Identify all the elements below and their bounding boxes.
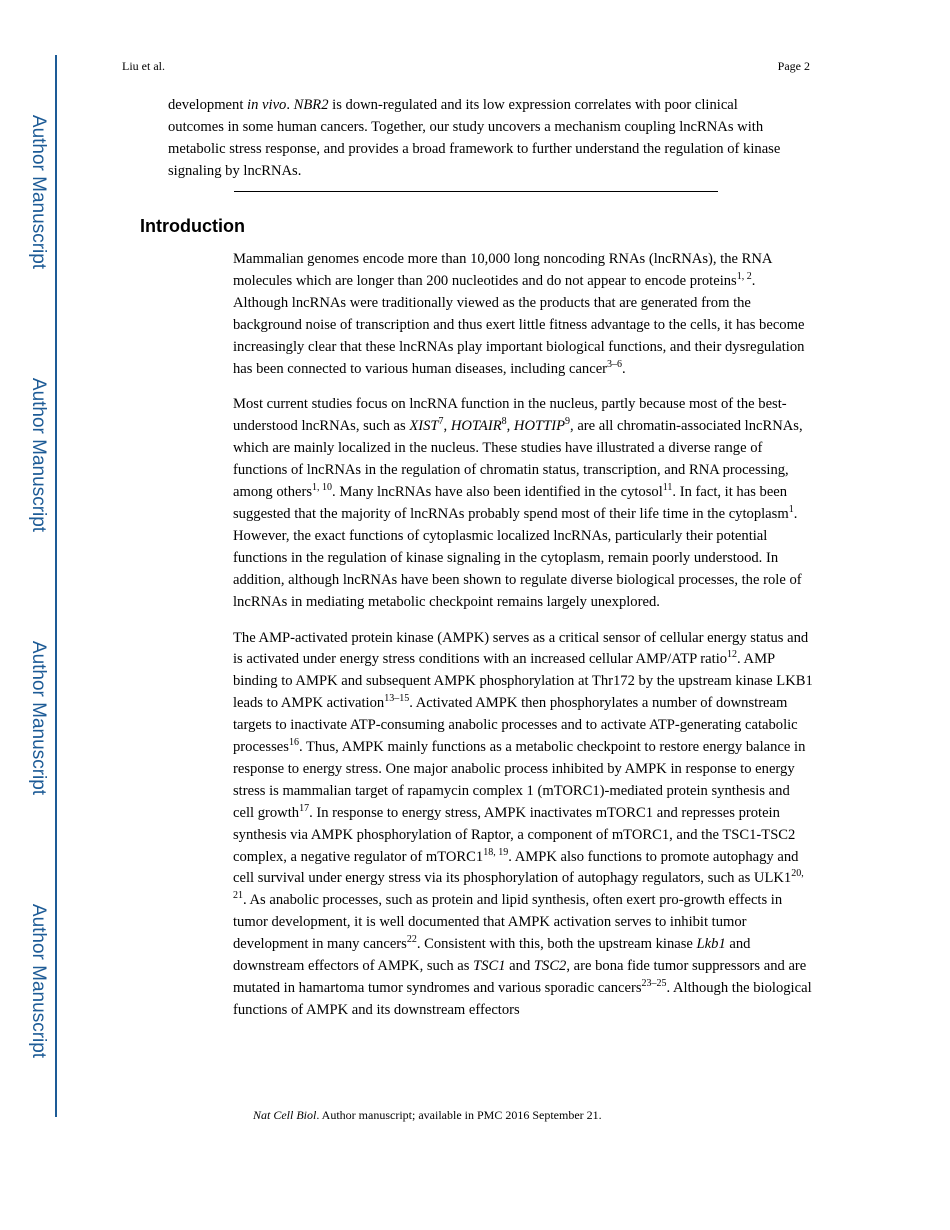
- citation[interactable]: 1: [788, 503, 794, 515]
- citation[interactable]: 12: [727, 649, 738, 661]
- citation[interactable]: 7: [438, 416, 444, 428]
- gene-name: XIST: [409, 418, 439, 435]
- abstract-paragraph: development in vivo. NBR2 is down-regulated and its low expression correlates with poor clinical outcomes in some human cancers. Together, our study uncovers a mechanism coupling lncRNAs with metabolic stress response, and provides a broad framework to further understand the regulation of kinase signaling by lncRNAs.: [168, 97, 781, 179]
- paragraph-3: The AMP-activated protein kinase (AMPK) serves as a critical sensor of cellular energy status and is activated under energy stress conditions with an increased cellular AMP/ATP ratio$^{12}$. AMP binding to AMPK and subsequent AMPK phosphorylation at Thr172 by the upstream kinase LKB1 leads to AMPK activation$^{13-15}$. Activated AMPK then phosphorylates a number of downstream targets to inactivate ATP-consuming anabolic processes and to activate ATP-generating catabolic processes$^{16}$. Thus, AMPK mainly functions as a metabolic checkpoint to restore energy balance in response to energy stress. One major anabolic process inhibited by AMPK in response to energy stress is mammalian target of rapamycin complex 1 (mTORC1)-mediated protein synthesis and cell growth$^{17}$. In response to energy stress, AMPK inactivates mTORC1 and represses protein synthesis via AMPK phosphorylation of Raptor, a component of mTORC1, and the TSC1-TSC2 complex, a negative regulator of mTORC1$^{18, 19}$. AMPK also functions to promote autophagy and cell survival under energy stress via its phosphorylation of autophagy regulators, such as ULK1$^{20, 21}$. As anabolic processes, such as protein and lipid synthesis, often exert pro-growth effects in tumor development, it is well documented that AMPK activation serves to inhibit tumor development in many cancers$^{22}$. Consistent with this, both the upstream kinase Lkb1 and downstream effectors of AMPK, such as TSC1 and TSC2, are bona fide tumor suppressors and are mutated in hamartoma tumor syndromes and various sporadic cancers$^{23-25}$. Although the biological functions of AMPK and its downstream effectors: [233, 629, 813, 1018]
- citation[interactable]: 1, 2: [736, 270, 752, 282]
- citation[interactable]: 13–15: [384, 693, 410, 705]
- citation[interactable]: 18, 19: [483, 846, 509, 858]
- citation[interactable]: 16: [288, 737, 299, 749]
- citation[interactable]: 22: [406, 934, 417, 946]
- running-header-author: Liu et al.: [122, 59, 165, 73]
- citation[interactable]: 20, 21: [233, 868, 804, 902]
- citation[interactable]: 17: [299, 802, 310, 814]
- paragraph-2: Most current studies focus on lncRNA function in the nucleus, partly because most of the best-understood lncRNAs, such as XIST$^7$, HOTAIR$^8$, HOTTIP$^9$, are all chromatin-associated lncRNAs, which are mainly localized in the nucleus. These studies have illustrated a diverse range of functions of lncRNAs in the regulation of chromatin status, transcription, and RNA processing, among others$^{1, 10}$. Many lncRNAs have also been identified in the cytosol$^{11}$. In fact, it has been suggested that the majority of lncRNAs probably spend most of their life time in the cytoplasm$^1$. However, the exact functions of cytoplasmic localized lncRNAs, particularly their potential functions in the regulation of kinase signaling in the cytoplasm, remain poorly understood. In addition, although lncRNAs have been shown to regulate diverse biological processes, the role of lncRNAs in mediating metabolic checkpoint remains largely unexplored.: [233, 396, 803, 610]
- citation[interactable]: 8: [501, 416, 507, 428]
- gene-name: HOTTIP: [513, 418, 566, 435]
- introduction-body: [233, 249, 813, 1022]
- gene-name: HOTAIR: [450, 418, 502, 435]
- footer-citation: Nat Cell Biol. Author manuscript; available in PMC 2016 September 21.: [253, 1108, 602, 1122]
- paragraph-1: Mammalian genomes encode more than 10,000 long noncoding RNAs (lncRNAs), the RNA molecules which are longer than 200 nucleotides and do not appear to encode proteins$^{1, 2}$. Although lncRNAs were traditionally viewed as the products that are generated from the background noise of transcription and thus exert little fitness advantage to the cells, it has become increasingly clear that these lncRNAs play important biological functions, and their dysregulation has been connected to various human diseases, including cancer$^{3-6}$.: [233, 251, 805, 377]
- gene-name: Lkb1: [696, 936, 726, 953]
- journal-name: Nat Cell Biol: [253, 1108, 317, 1122]
- citation[interactable]: 11: [662, 482, 673, 494]
- citation[interactable]: 23–25: [641, 978, 667, 989]
- citation[interactable]: 3–6: [607, 358, 623, 370]
- gene-name: TSC2: [533, 958, 567, 975]
- gene-name: TSC1: [473, 958, 506, 975]
- citation[interactable]: 1, 10: [312, 482, 333, 494]
- page-number: Page 2: [777, 59, 810, 73]
- section-heading-introduction: Introduction: [140, 216, 245, 236]
- sidebar-divider: [55, 55, 57, 1117]
- abstract-continuation: [168, 94, 788, 182]
- abstract-divider: [234, 191, 718, 192]
- citation[interactable]: 9: [565, 416, 571, 428]
